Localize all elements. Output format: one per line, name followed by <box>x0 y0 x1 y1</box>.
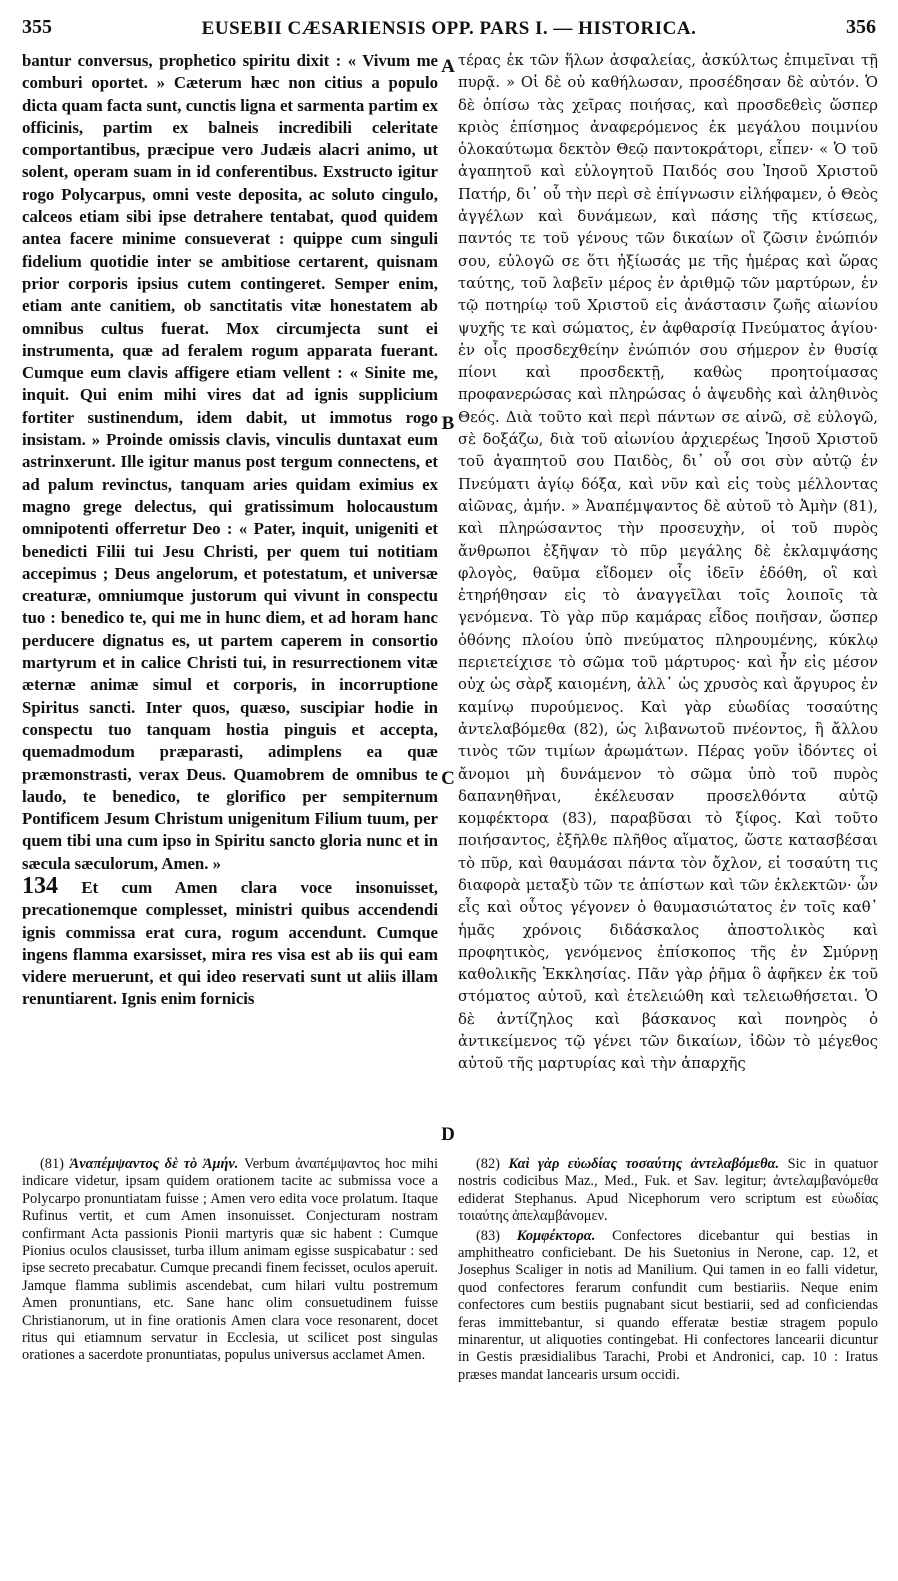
footnote-text: Verbum ἀναπέμψαντος hoc mihi indicare videtur, ipsam quidem orationem tacite ac submissa voce a Polycarpo pronuntiatam fuisse ; Amen vero edita voce prolatum. Itaque Rufinus vertit, et cum Amen insonuisset. Conjecturam nostram confirmant Acta passionis Pionii martyris quæ sic habent : Cumque Pionius oculos clausisset, turba illum animam egisse suspicabatur : sed ipse secreto precabatur. Cumque precandi finem fecisset, oculos aperuit. Jamque flamma sublimis ascendebat, cum hilari vultu postremum Amen pronuntians, etc. Sane hanc olim consuetudinem fuisse Christianorum, ut in fine orationis Amen clara voce resonarent, docet ritus qui etiamnum servatur in Ecclesia, ut scilicet post singulas orationes a sacerdote pronuntiatas, populus universus acclamet Amen. <box>22 1156 438 1364</box>
margin-letter-b: B <box>441 413 455 434</box>
latin-column <box>22 50 438 1011</box>
running-header <box>22 16 876 42</box>
section-number: 134 <box>22 872 58 899</box>
footnote-lemma: Καὶ γὰρ εὐωδίας τοσαύτης ἀντελαβόμεθα. <box>508 1156 780 1172</box>
margin-letter-a: A <box>441 56 455 77</box>
footnote <box>22 1156 438 1365</box>
footnote-text: Confectores dicebantur qui bestias in amphitheatro conficiebant. De his Suetonius in Nerone, cap. 12, et Josephus Scaliger in notis ad Manilium. Qui tamen in eo falli videtur, quod confectores ferarum confundit cum bestiariis. Neque enim confectores cum bestiis pugnabant sicut bestiarii, sed ad conficiendas feras immittebantur, si quando efferatæ bestiæ stragem populo minarentur, ut aliquoties contingebat. Hi confectores lancearii dicuntur in Gestis præsidialibus Tarachi, Probi et Andronici, cap. 10 : Iratus præses mandat lancearis ursum occidi. <box>458 1227 878 1383</box>
footnote-number: (81) <box>40 1156 64 1172</box>
footnotes-left <box>22 1156 438 1367</box>
page-number-right: 356 <box>846 16 876 38</box>
footnote-number: (83) <box>476 1227 500 1244</box>
footnote-text: Sic in quatuor nostris codicibus Maz., Med., Fuk. et Sav. legitur; ἀντελαμβανόμεθα ediderat Stephanus. Apud Nicephorum vero scriptum est εὐωδίας τοιαύτης ἀπελαμβάνομεν. <box>458 1156 878 1225</box>
margin-letter-c: C <box>441 768 455 789</box>
margin-letter-d: D <box>441 1124 455 1145</box>
latin-paragraph-2-text: Et cum Amen clara voce insonuisset, precationemque complesset, ministri quibus accendendi ignis commissa erat cura, rogum accendunt. Cumque ingens flamma exarsisset, mira res visa est ab iis qui eam videre meruerunt, et qui ideo reservati sunt ut aliis illam renuntiarent. Ignis enim fornicis <box>22 877 438 1009</box>
greek-column <box>458 50 878 1076</box>
footnote-number: (82) <box>476 1156 500 1172</box>
footnote <box>458 1156 878 1226</box>
latin-paragraph-1: bantur conversus, prophetico spiritu dixit : « Vivum me comburi oportet. » Cæterum hæc non citius a populo dicta quam facta sunt, cunctis ligna et sarmenta partim ex officinis, partim ex balneis incredibili celeritate comportantibus, præcipue vero Judæis alacri animo, ut solent, operam suam in id conferentibus. Exstructo igitur rogo Polycarpus, omni veste deposita, ac soluto cingulo, calceos etiam sibi ipse detrahere tentabat, quod quidem antea facere minime consueverat : quippe cum singuli fidelium quotidie inter se ambitiose certarent, quisnam prior corporis ipsius cutem contingeret. Semper enim, etiam ante canitiem, ob sanctitatis vitæ honestatem ab omnibus cultus fuerat. Mox circumjecta sunt ei instrumenta, quæ ad feralem rogum apparata fuerant. Cumque eum clavis affigere etiam vellent : « Sinite me, inquit. Qui enim mihi vires dat ad ignis supplicium fortiter sustinendum, idem dabit, ut immotus rogo insistam. » Proinde omissis clavis, vinculis duntaxat eum astrinxerunt. Ille igitur manus post tergum connectens, et ad palum revinctus, tanquam aries quidam eximius ex magno grege delectus, qui gratissimum holocaustum omnipotenti offerretur Deo : « Pater, inquit, unigeniti et benedicti Filii tui Jesu Christi, per quem tui notitiam accepimus ; Deus angelorum, et potestatum, et universæ creaturæ, omniumque justorum qui vivunt in conspectu tuo : benedico te, qui me in hunc diem, et ad horam hanc perducere dignatus es, ut partem caperem in consortio martyrum et in calice Christi tui, in resurrectionem vitæ æternæ animæ simul et corporis, in incorruptione Spiritus sancti. Inter quos, quæso, suscipiar hodie in conspectu tuo tanquam hostia pinguis et accepta, quemadmodum præparasti, adimplens ea quæ præmonstrasti, verax Deus. Quamobrem de omnibus te laudo, te benedico, te glorifico per sempiternum Pontificem Jesum Christum unigenitum Filium tuum, per quem tibi una cum ipso in Spiritu sancto gloria nunc et in sæcula sæculorum, Amen. » <box>22 51 438 873</box>
footnotes-right <box>458 1156 878 1386</box>
page-number-left: 355 <box>22 16 52 38</box>
greek-paragraph: τέρας ἐκ τῶν ἥλων ἀσφαλείας, ἀσκύλτως ἐπιμεῖναι τῇ πυρᾷ. » Οἱ δὲ οὐ καθήλωσαν, προσέδησαν δὲ αὐτόν. Ὁ δὲ ὀπίσω τὰς χεῖρας ποιήσας, καὶ προσδεθεὶς ὥσπερ κριὸς ἐπίσημος ἀναφερόμενος ἐκ μεγάλου ποιμνίου ὁλοκαύτωμα δεκτὸν Θεῷ παντοκράτορι, εἶπεν· « Ὁ τοῦ ἀγαπητοῦ καὶ εὐλογητοῦ Παιδός σου Ἰησοῦ Χριστοῦ Πατήρ, δι᾽ οὗ τὴν περὶ σὲ ἐπίγνωσιν εἰλήφαμεν, ὁ Θεὸς ἀγγέλων καὶ δυνάμεων, καὶ πάσης τῆς κτίσεως, παντός τε τοῦ γένους τῶν δικαίων οἳ ζῶσιν ἐνώπιόν σου, εὐλογῶ σε ὅτι ἠξίωσάς με τῆς ἡμέρας καὶ ὥρας ταύτης, τοῦ λαβεῖν μέρος ἐν ἀριθμῷ τῶν μαρτύρων, ἐν τῷ ποτηρίῳ τοῦ Χριστοῦ εἰς ἀνάστασιν ζωῆς αἰωνίου ψυχῆς τε καὶ σώματος, ἐν ἀφθαρσίᾳ Πνεύματος ἁγίου· ἐν οἷς προσδεχθείην ἐνώπιόν σου σήμερον ἐν θυσίᾳ πίονι καὶ προσδεκτῇ, καθὼς προητοίμασας προφανερώσας καὶ πληρώσας ὁ ἀψευδὴς καὶ ἀληθινὸς Θεός. Διὰ τοῦτο καὶ περὶ πάντων σε αἰνῶ, σὲ εὐλογῶ, σὲ δοξάζω, διὰ τοῦ αἰωνίου ἀρχιερέως Ἰησοῦ Χριστοῦ τοῦ ἀγαπητοῦ σου Παιδὸς, δι᾽ οὗ σοι σὺν αὐτῷ ἐν Πνεύματι ἁγίῳ δόξα, καὶ νῦν καὶ εἰς τοὺς μέλλοντας αἰῶνας, ἀμήν. » Ἀναπέμψαντος δὲ αὐτοῦ τὸ Ἀμὴν (81), καὶ πληρώσαντος τὴν προσευχὴν, οἱ τοῦ πυρὸς ἄνθρωποι ἐξῆψαν τὸ πῦρ μεγάλης δὲ ἐκλαμψάσης φλογὸς, θαῦμα εἴδομεν οἷς ἰδεῖν ἐδόθη, οἳ καὶ ἐτηρήθησαν εἰς τὸ ἀναγγεῖλαι τοῖς λοιποῖς τὰ γενόμενα. Τὸ γὰρ πῦρ καμάρας εἶδος ποιῆσαν, ὥσπερ ὀθόνης πλοίου ὑπὸ πνεύματος πληρουμένης, κύκλῳ περιετείχισε τὸ σῶμα τοῦ μάρτυρος· καὶ ἦν εἰς μέσον οὐχ ὡς σὰρξ καιομένη, ἀλλ᾽ ὡς χρυσὸς καὶ ἄργυρος ἐν καμίνῳ πυρούμενος. Καὶ γὰρ εὐωδίας τοσαύτης ἀντελαβόμεθα (82), ὡς λιβανωτοῦ πνέοντος, ἢ ἄλλου τινὸς τῶν τιμίων ἀρωμάτων. Πέρας γοῦν ἰδόντες οἱ ἄνομοι μὴ δυνάμενον τὸ σῶμα ὑπὸ τοῦ πυρὸς δαπανηθῆναι, ἐκέλευσαν προσελθόντα αὐτῷ κομφέκτορα (83), παραβῦσαι τὸ ξίφος. Καὶ τοῦτο ποιήσαντος, ἐξῆλθε πλῆθος αἵματος, ὥστε κατασβέσαι τὸ πῦρ, καὶ θαυμάσαι πάντα τὸν ὄχλον, εἰ τοσαύτη τις διαφορὰ μεταξὺ τῶν τε ἀπίστων καὶ τῶν ἐκλεκτῶν· ὧν εἷς καὶ οὗτος γέγονεν ὁ θαυμασιώτατος ἐν τοῖς καθ᾽ ἡμᾶς χρόνοις διδάσκαλος ἀποστολικὸς καὶ προφητικὸς, γενόμενος ἐπίσκοπος τῆς ἐν Σμύρνῃ καθολικῆς Ἐκκλησίας. Πᾶν γὰρ ῥῆμα ὃ ἀφῆκεν ἐκ τοῦ στόματος αὐτοῦ, καὶ ἐτελειώθη καὶ τελειωθήσεται. Ὁ δὲ ἀντίζηλος καὶ βάσκανος καὶ πονηρὸς ὁ ἀντικείμενος τῷ γένει τῶν δικαίων, ἰδὼν τὸ μέγεθος αὐτοῦ τῆς μαρτυρίας καὶ τὴν ἀπαρχῆς <box>458 52 878 1073</box>
footnote <box>458 1228 878 1385</box>
latin-paragraph-2 <box>22 872 438 1011</box>
running-title: EUSEBII CÆSARIENSIS OPP. PARS I. — HISTORICA. <box>201 18 697 39</box>
footnote-lemma: Κομφέκτορα. <box>516 1227 596 1244</box>
footnote-lemma: Ἀναπέμψαντος δὲ τὸ Ἀμήν. <box>69 1156 239 1172</box>
